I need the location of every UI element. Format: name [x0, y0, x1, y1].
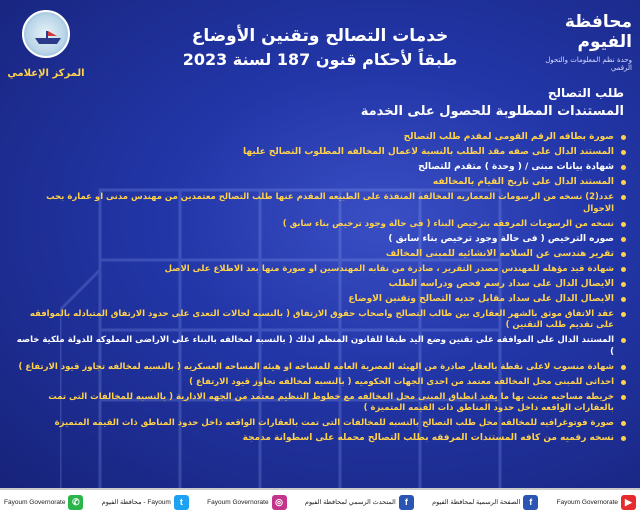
- facebook-spokesperson-label: المتحدث الرسمي لمحافظة الفيوم: [304, 499, 396, 506]
- list-item: تقرير هندسى عن السلامه الانشائيه للمبنى المخالف: [14, 249, 626, 261]
- social-footer: [0, 488, 640, 514]
- governorate-subtitle: وحدة نظم المعلومات والتحول الرقمي: [545, 56, 632, 72]
- facebook-spokesperson-link[interactable]: [305, 495, 414, 510]
- list-item: شهادة منسوب لاعلى نقطة بالعقار صادرة من الهيئه المصرية العامه للمساحه او هيئه المساحه العسكريه ( بالنسبه لمخالفه تجاوز قيود الارتفاع ): [14, 362, 626, 374]
- documents-heading: المستندات المطلوبة للحصول على الخدمة: [360, 104, 624, 119]
- list-item: شهادة قيد مؤهله للمهندس مصدر التقرير ، صادرة من نقابه المهندسين او صورة منها بعد الاطلاع على الاصل: [14, 264, 626, 276]
- documents-list: [14, 132, 626, 448]
- list-item: عدد(2) نسخه من الرسومات المعماريه المخالفه المنفذة على الطبيعه المقدم عنها طلب التصالح معتمدين من مهندس مدنى او عمارة بحب الاجوال: [14, 192, 626, 215]
- list-item: احداثى للمبنى محل المخالفه معتمد من احدى الجهات الحكوميه ( بالنسبه لمخالفه تجاوز قيود الارتفاع ): [14, 377, 626, 389]
- list-item: خريطه مساحيه مثبت بها ما يفيد انطباق المبنى محل المخالفه مع خطوط التنظيم معتمد من الجهه الادارية ( بالنسبه للمخالفات التى تمت بالعقارات الواقعه داخل حدود المناطق ذات القيمه المتميزة ): [14, 392, 626, 415]
- youtube-link[interactable]: [557, 495, 636, 510]
- list-item: نسخه من الرسومات المرفقه بترخيص البناء ( فى حالة وجود ترخيص بناء سابق ): [14, 219, 626, 231]
- list-item: عقد الاتفاق موثق بالشهر العقارى بين طالب التصالح واصحاب حقوق الارتفاق ( بالنسبه لحالات التعدى على حدود الارتفاق المتبادله بالموافقه على تقديم طلب التقنين ): [14, 309, 626, 332]
- request-label: طلب التصالح: [547, 86, 624, 100]
- instagram-link[interactable]: [207, 495, 286, 510]
- twitter-icon: t: [174, 495, 189, 510]
- whatsapp-link[interactable]: [4, 495, 83, 510]
- whatsapp-label: Fayoum Governorate: [4, 498, 66, 506]
- governorate-logo-icon: [22, 10, 70, 58]
- governorate-name: محافظة الفيوم: [564, 12, 632, 52]
- facebook-icon: f: [399, 495, 414, 510]
- instagram-label: Fayoum Governorate: [207, 498, 269, 506]
- facebook-official-label: الصفحة الرسمية لمحافظة الفيوم: [432, 499, 521, 506]
- media-center-label: المركز الإعلامي: [7, 68, 85, 79]
- media-center-block: [6, 10, 86, 79]
- whatsapp-icon: ✆: [68, 495, 83, 510]
- title-line-1: خدمات التصالح وتقنين الأوضاع: [191, 26, 449, 46]
- youtube-label: Fayoum Governorate: [556, 498, 618, 506]
- instagram-icon: ◎: [272, 495, 287, 510]
- list-item: المستند الدال على صفه مقد الطلب بالنسبة لاعمال المخالفه المطلوب التصالح عليها: [14, 147, 626, 159]
- facebook-official-link[interactable]: [432, 495, 538, 510]
- list-item: صورة فوتوغرافيه للمخالفه محل طلب التصالح بالنسبه للمخالفات التى تمت بالعقارات الواقعه داخل حدود المناطق ذات القيمه المتميزة: [14, 418, 626, 430]
- twitter-link[interactable]: [102, 495, 189, 510]
- list-item: المستند الدال على الموافقه على تقنين وضع اليد طبقا للقانون المنظم لذلك ( بالنسبه لمخالفه بالبناء على الاراضى المملوكه للدولة ملكية خاصه ): [14, 335, 626, 358]
- youtube-icon: ▶: [621, 495, 636, 510]
- list-item: الايصال الدال على سداد مقابل جديه التصالح وتقنين الاوضاع: [14, 294, 626, 306]
- title-line-2: طبقاً لأحكام قنون 187 لسنة 2023: [182, 50, 458, 69]
- poster-title: [120, 26, 520, 69]
- list-item: صورة بطاقه الرقم القومى لمقدم طلب التصالح: [14, 132, 626, 144]
- list-item: المستند الدال على تاريخ القيام بالمخالفه: [14, 177, 626, 189]
- list-item: نسخه رقميه من كافه المستندات المرفقه بطلب التصالح محمله على اسطوانة مدمجة: [14, 433, 626, 445]
- twitter-label: محافظة الفيوم - Fayoum: [101, 499, 171, 506]
- facebook-icon: f: [523, 495, 538, 510]
- list-item: شهادة بيانات مبنى / ( وحدة ) متقدم للتصالح: [14, 162, 626, 174]
- list-item: الايصال الدال على سداد رسم فحص ودراسه الطلب: [14, 279, 626, 291]
- governorate-header: [522, 12, 632, 72]
- list-item: صوره الترخيص ( فى حالة وجود ترخيص بناء سابق ): [14, 234, 626, 246]
